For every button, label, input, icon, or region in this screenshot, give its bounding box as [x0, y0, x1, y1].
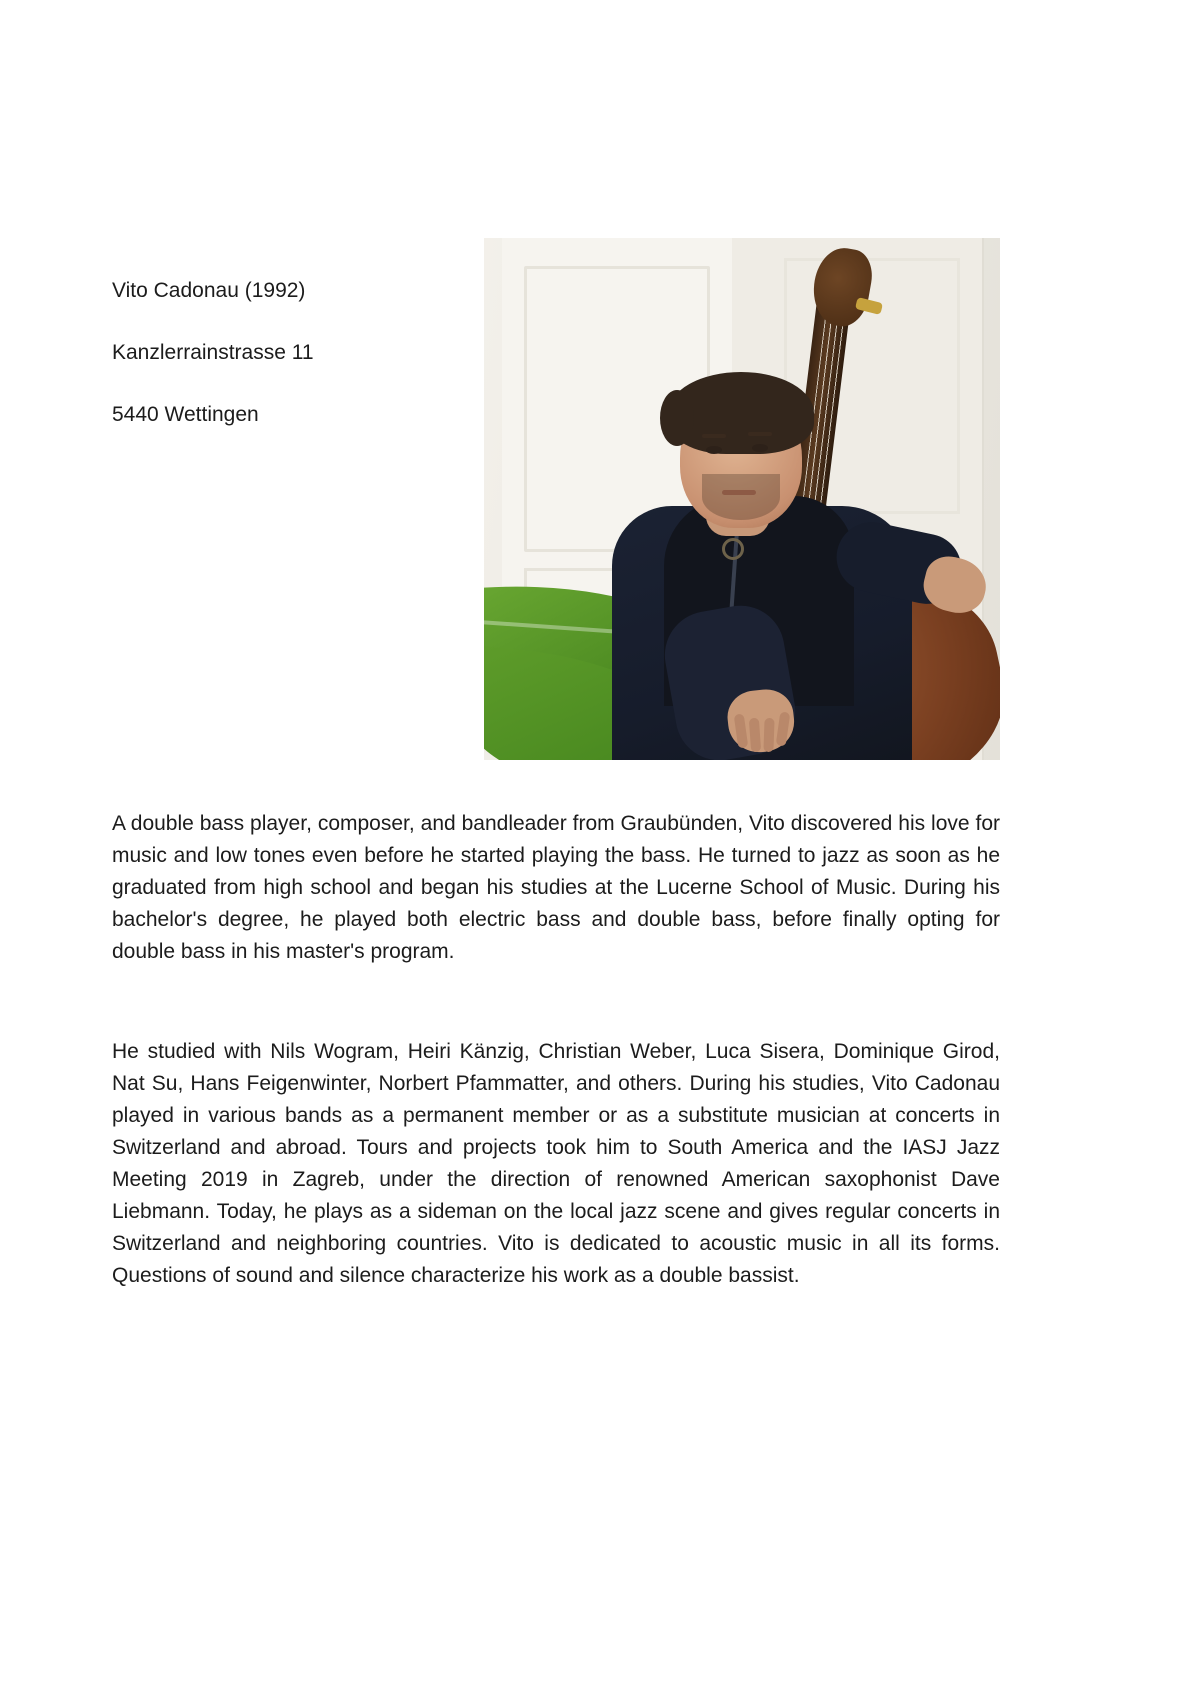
bio-intro-paragraph: A double bass player, composer, and bandleader from Graubünden, Vito discovered his love for music and low tones even before he started playing the bass. He turned to jazz as soon as he graduated from high school and began his studies at the Lucerne School of Music. During his bachelor's degree, he played both electric bass and double bass, before finally opting for double bass in his master's program. [112, 812, 1000, 963]
musician-finger [763, 718, 774, 752]
musician-right-eye [752, 444, 768, 452]
musician-mouth [722, 490, 756, 495]
musician-hair [668, 372, 814, 454]
document-content [112, 238, 1000, 1292]
address-street: Kanzlerrainstrasse 11 [112, 341, 314, 364]
header-row [112, 238, 1000, 760]
portrait-photo [484, 238, 1000, 760]
address-city: 5440 Wettingen [112, 403, 259, 426]
address-block [112, 238, 314, 461]
address-name-year: Vito Cadonau (1992) [112, 279, 306, 302]
musician-left-eye [706, 446, 722, 454]
bio-career-paragraph: He studied with Nils Wogram, Heiri Känzig, Christian Weber, Luca Sisera, Dominique Girod, Nat Su, Hans Feigenwinter, Norbert Pfammatter, and others. During his studies, Vito Cadonau played in various bands as a permanent member or as a substitute musician at concerts in Switzerland and abroad. Tours and projects took him to South America and the IASJ Jazz Meeting 2019 in Zagreb, under the direction of renowned American saxophonist Dave Liebmann. Today, he plays as a sideman on the local jazz scene and gives regular concerts in Switzerland and neighboring countries. Vito is dedicated to acoustic music in all its forms. Questions of sound and silence characterize his work as a double bassist. [112, 1040, 1000, 1287]
musician-right-eyebrow [748, 432, 772, 436]
jacket-zip-pull [722, 538, 744, 560]
musician-left-eyebrow [702, 434, 726, 438]
musician-beard [702, 474, 780, 520]
